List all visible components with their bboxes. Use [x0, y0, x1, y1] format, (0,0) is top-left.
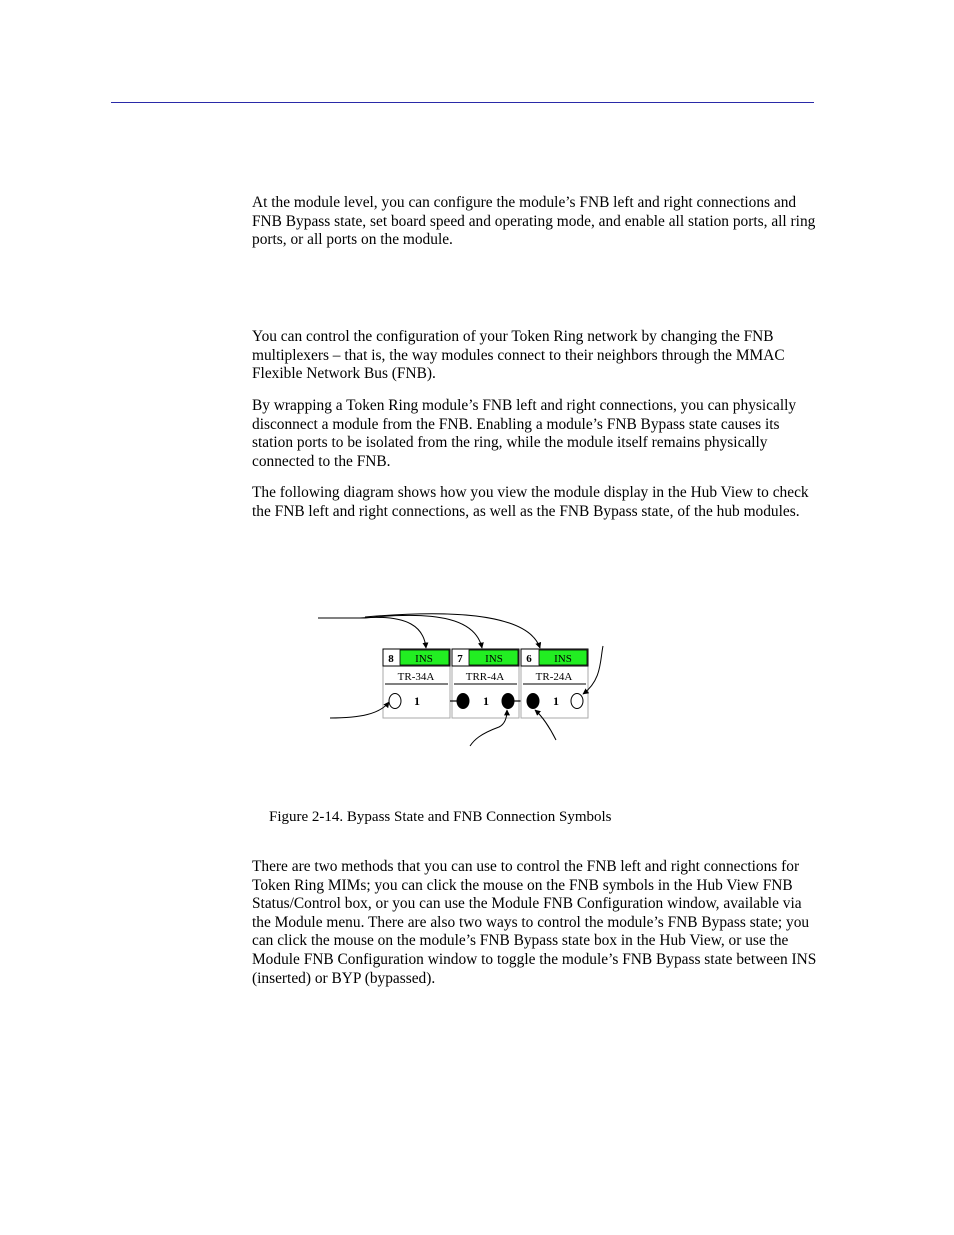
- fnb-left-connected-icon[interactable]: [457, 694, 469, 709]
- figure-caption: Figure 2-14. Bypass State and FNB Connection Symbols: [269, 809, 612, 825]
- bypass-state-label: INS: [485, 653, 503, 665]
- port-number: 1: [553, 694, 559, 708]
- module-slot-8[interactable]: [383, 649, 450, 718]
- bypass-arrow-7: [365, 615, 482, 648]
- module-slot-6[interactable]: [521, 649, 588, 718]
- paragraph-wrapping: By wrapping a Token Ring module’s FNB left and right connections, you can physically disconnect a module from the FNB. Enabling a module’s FNB Bypass state causes its station ports to be isolated from the ring, while the module itself remains physically connected to the FNB.: [252, 397, 797, 470]
- module-slot-7[interactable]: [450, 649, 527, 718]
- header-rule: [111, 102, 814, 103]
- module-name: TRR-4A: [465, 671, 505, 683]
- bypass-arrow-6: [365, 614, 540, 648]
- port-number: 1: [483, 694, 489, 708]
- fnb-left-open-icon[interactable]: [389, 694, 401, 709]
- fnb-right-open-icon[interactable]: [571, 694, 583, 709]
- paragraph-methods: There are two methods that you can use to control the FNB left and right connections for Token Ring MIMs; you can click the mouse on the FNB symbols in the Hub View FNB Status/Control box, or you can use the Module FNB Configuration window, available via the Module menu. There are also two ways to control the module’s FNB Bypass state; you can click the mouse on the module’s FNB Bypass state box in the Hub View, or use the Module FNB Configuration window to toggle the module’s FNB Bypass state between INS (inserted) or BYP (bypassed).: [252, 858, 817, 987]
- module-name: TR-34A: [397, 671, 435, 683]
- port-number: 1: [414, 694, 420, 708]
- bypass-state-label: INS: [415, 653, 433, 665]
- slot-number: 6: [526, 653, 532, 665]
- fnb-diagram: [300, 600, 630, 760]
- paragraph-fnb-control: You can control the configuration of your Token Ring network by changing the FNB multiplexers – that is, the way modules connect to their neighbors through the MMAC Flexible Network Bus (FNB).: [252, 328, 785, 383]
- module-name: TR-24A: [535, 671, 573, 683]
- slot-number: 8: [388, 653, 394, 665]
- fnb-left-connected-icon[interactable]: [527, 694, 539, 709]
- paragraph-diagram-intro: The following diagram shows how you view the module display in the Hub View to check the FNB left and right connections, as well as the FNB Bypass state, of the hub modules.: [252, 484, 809, 520]
- bypass-state-label: INS: [554, 653, 572, 665]
- bypass-arrow-8: [360, 617, 426, 648]
- slot-number: 7: [457, 653, 463, 665]
- left-open-arrow: [330, 702, 389, 718]
- paragraph-module-level: At the module level, you can configure the module’s FNB left and right connections and FNB Bypass state, set board speed and operating mode, and enable all station ports, all ring ports, or all ports on the module.: [252, 194, 816, 249]
- fnb-right-connected-icon[interactable]: [502, 694, 514, 709]
